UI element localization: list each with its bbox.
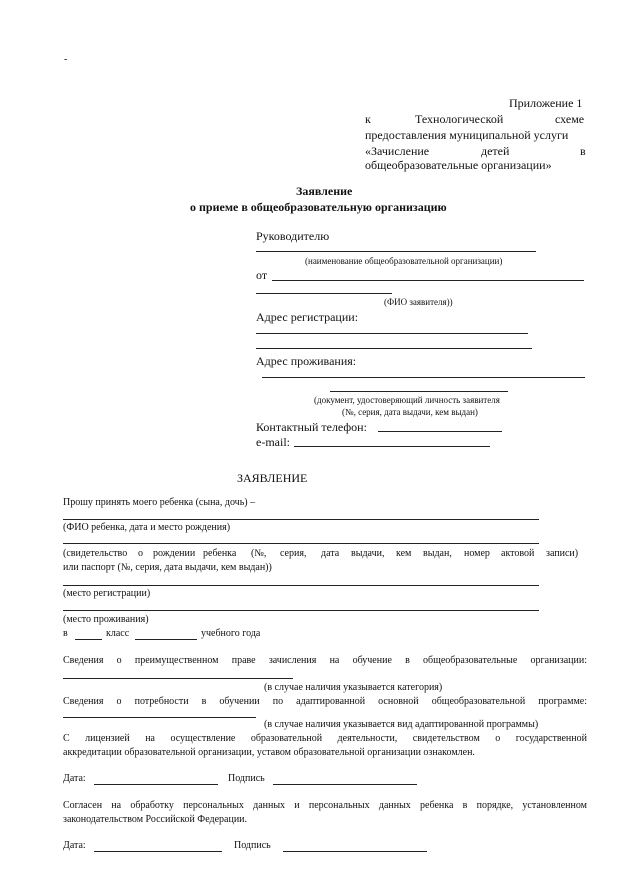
cert-w2: о (138, 548, 143, 559)
child-line-1[interactable] (63, 519, 539, 520)
signature-label-2: Подпись (234, 840, 271, 851)
priority-text: Сведения о преимущественном праве зачисления на обучение в общеобразовательные организации: (63, 655, 587, 666)
from-label: от (256, 268, 268, 282)
reg-address-line-1[interactable] (256, 333, 528, 334)
license-text-1: С лицензией на осуществление образовательной деятельности, свидетельством о государственной (63, 733, 587, 744)
signature-label-1: Подпись (228, 773, 265, 784)
live-address-label: Адрес проживания: (256, 354, 357, 368)
cert-w4: ребенка (203, 548, 237, 559)
reg-address-line-2[interactable] (256, 348, 532, 349)
annex-line3-c: в (580, 144, 586, 158)
corner-mark: - (64, 54, 68, 65)
school-year-label: учебного года (201, 628, 261, 639)
cert-w8: выдачи, (351, 548, 385, 559)
fio-caption: (ФИО заявителя)) (384, 297, 453, 307)
cert-line-2: или паспорт (№, серия, дата выдачи, кем выдан)) (63, 562, 272, 573)
request-text: Прошу принять моего ребенка (сына, дочь) – (63, 497, 256, 508)
license-text-2: аккредитации образовательной организации, уставом образовательной организации ознакомлен. (63, 747, 475, 758)
annex-line1-k: к (365, 112, 371, 126)
statement-title: ЗАЯВЛЕНИЕ (237, 471, 308, 485)
cert-w7: дата (321, 548, 340, 559)
phone-line[interactable] (378, 431, 502, 432)
recipient-head: Руководителю (256, 229, 330, 243)
fio-line[interactable] (256, 293, 392, 294)
annex-line3-a: «Зачисление (365, 144, 430, 158)
id-doc-caption-1: (документ, удостоверяющий личность заявителя (314, 395, 500, 405)
org-name-line[interactable] (256, 251, 536, 252)
email-line[interactable] (294, 446, 490, 447)
adapt-caption: (в случае наличия указывается вид адаптированной программы) (264, 719, 539, 730)
class-number-line[interactable] (75, 639, 102, 640)
cert-w6: серия, (280, 548, 307, 559)
document-subtitle: о приеме в общеобразовательную организацию (190, 200, 447, 214)
date-line-1[interactable] (94, 784, 218, 785)
cert-w12: актовой (501, 548, 535, 559)
annex-line1-mid: Технологической (415, 112, 504, 126)
date-label-1: Дата: (63, 773, 86, 784)
annex-line2: предоставления муниципальной услуги (365, 128, 569, 142)
priority-line[interactable] (63, 678, 293, 679)
date-line-2[interactable] (94, 851, 222, 852)
reg-place-line[interactable] (63, 585, 539, 586)
class-in-label: в (63, 628, 68, 639)
date-label-2: Дата: (63, 840, 86, 851)
live-place-line[interactable] (63, 610, 539, 611)
annex-line4: общеобразовательные организации» (365, 158, 552, 172)
email-label: e-mail: (256, 435, 290, 449)
live-address-line-1[interactable] (262, 377, 585, 378)
signature-line-2[interactable] (283, 851, 427, 852)
reg-place-caption: (место регистрации) (63, 588, 151, 599)
consent-text-2: законодательством Российской Федерации. (63, 814, 248, 825)
reg-address-label: Адрес регистрации: (256, 310, 359, 324)
annex-line3-b: детей (481, 144, 510, 158)
priority-caption: (в случае наличия указывается категория) (264, 682, 443, 693)
from-line[interactable] (272, 280, 584, 281)
cert-w3: рождении (153, 548, 196, 559)
phone-label: Контактный телефон: (256, 420, 367, 434)
adapt-line[interactable] (63, 717, 256, 718)
adapt-text: Сведения о потребности в обучении по адаптированной основной общеобразовательной программе: (63, 696, 587, 707)
child-line-2[interactable] (63, 543, 539, 544)
signature-line-1[interactable] (273, 784, 417, 785)
cert-w5: (№, (251, 548, 267, 559)
annex-line1-end: схеме (555, 112, 585, 126)
live-address-line-2[interactable] (330, 391, 508, 392)
consent-text-1: Согласен на обработку персональных данных и персональных данных ребенка в порядке, установленном (63, 800, 587, 811)
class-label: класс (106, 628, 130, 639)
child-caption: (ФИО ребенка, дата и место рождения) (63, 522, 231, 533)
cert-w10: выдан, (423, 548, 452, 559)
cert-w13: записи) (546, 548, 579, 559)
school-year-line[interactable] (135, 639, 197, 640)
id-doc-caption-2: (№, серия, дата выдачи, кем выдан) (342, 407, 478, 417)
annex-title: Приложение 1 (509, 96, 583, 110)
document-title: Заявление (296, 184, 353, 198)
live-place-caption: (место проживания) (63, 614, 149, 625)
cert-w9: кем (396, 548, 412, 559)
cert-w1: (свидетельство (63, 548, 128, 559)
cert-w11: номер (464, 548, 490, 559)
org-name-caption: (наименование общеобразовательной организации) (305, 256, 503, 266)
